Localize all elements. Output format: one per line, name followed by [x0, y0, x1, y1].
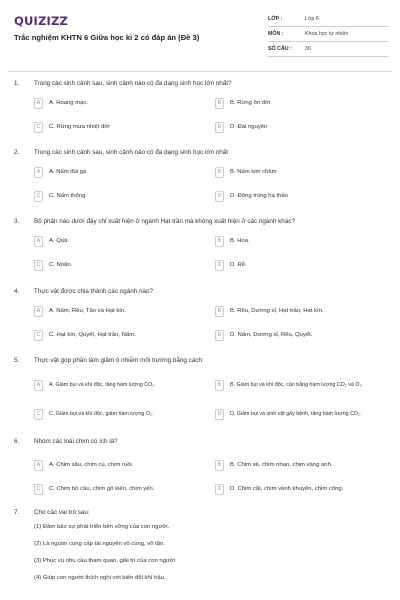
- option-row: [34, 303, 390, 319]
- option-letter-box: B: [215, 306, 224, 317]
- option-letter-box: C: [34, 484, 43, 495]
- option-a[interactable]: [34, 457, 210, 473]
- question-header: [14, 149, 390, 157]
- meta-value: Khoa học tự nhiên: [305, 31, 349, 37]
- statement-item: (3) Phục vụ nhu cầu tham quan, giải trí của con người.: [34, 558, 177, 564]
- option-d[interactable]: [215, 188, 391, 204]
- statement-item: (1) Đảm bảo sự phát triển bền vững của con người.: [34, 524, 170, 530]
- option-c[interactable]: [34, 406, 210, 422]
- quizizz-logo: QUIZIZZ: [14, 14, 69, 28]
- option-b[interactable]: [215, 377, 391, 393]
- document-title: Trắc nghiệm KHTN 6 Giữa học kì 2 có đáp án (Đề 3): [14, 33, 200, 42]
- question-text: Trong các sinh cảnh sau, sinh cảnh nào có đa dạng sinh học lớn nhất?: [34, 80, 232, 87]
- option-text: B. Nấm kim châm: [230, 168, 277, 175]
- option-text: C. Chim bồ câu, chim gõ kiến, chim yến.: [49, 485, 155, 492]
- option-text: D. Nấm, Dương xỉ, Rêu, Quyết.: [230, 331, 313, 338]
- option-text: C. Hạt kín, Quyết, Hạt trần, Nấm.: [49, 331, 136, 338]
- question-7: [14, 509, 390, 517]
- option-row: [34, 457, 390, 473]
- meta-row-class: [268, 12, 388, 27]
- option-text: C. Nấm thông: [49, 192, 86, 199]
- question-6: [14, 438, 390, 492]
- question-3: [14, 218, 390, 268]
- option-row: [34, 119, 390, 135]
- option-letter-box: D: [215, 484, 224, 495]
- option-text: D. Đài nguyên: [230, 123, 268, 130]
- option-text: B. Rêu, Dương xỉ, Hạt trần, Hạt kín.: [230, 307, 324, 314]
- option-letter-box: B: [215, 460, 224, 471]
- option-c[interactable]: [34, 257, 210, 273]
- option-text: A. Chim sâu, chim cú, chim ruồi.: [49, 461, 134, 468]
- question-4: [14, 288, 390, 338]
- question-1: [14, 80, 390, 130]
- question-number: 4.: [14, 288, 20, 295]
- option-text: D. Giảm bụi và sinh vật gây bệnh, tăng hàm lượng CO₂.: [230, 410, 362, 417]
- option-a[interactable]: [34, 164, 210, 180]
- option-b[interactable]: [215, 164, 391, 180]
- option-letter-box: C: [34, 260, 43, 271]
- option-b[interactable]: [215, 233, 391, 249]
- meta-row-subject: [268, 27, 388, 42]
- option-row: [34, 327, 390, 343]
- meta-label: SỐ CÂU :: [268, 46, 292, 52]
- option-letter-box: C: [34, 409, 43, 420]
- question-number: 2.: [14, 149, 20, 156]
- option-d[interactable]: [215, 257, 391, 273]
- meta-row-question-count: [268, 42, 388, 57]
- question-header: [14, 357, 390, 365]
- option-text: B. Hoa.: [230, 237, 250, 244]
- meta-label: MÔN :: [268, 31, 284, 37]
- option-row: [34, 257, 390, 273]
- meta-label: LỚP :: [268, 16, 283, 22]
- meta-table: [268, 12, 388, 57]
- statement-item: (2) Là nguồn cung cấp tài nguyên vô cùng, vô tận.: [34, 541, 165, 547]
- question-number: 1.: [14, 80, 20, 87]
- option-c[interactable]: [34, 188, 210, 204]
- option-letter-box: D: [215, 330, 224, 341]
- option-d[interactable]: [215, 327, 391, 343]
- option-letter-box: D: [215, 409, 224, 420]
- option-text: A. Quả.: [49, 237, 69, 244]
- option-d[interactable]: [215, 481, 391, 497]
- option-text: D. Rễ.: [230, 261, 247, 268]
- option-row: [34, 95, 390, 111]
- question-2: [14, 149, 390, 199]
- option-a[interactable]: [34, 303, 210, 319]
- option-letter-box: A: [34, 306, 43, 317]
- statement-item: (4) Giúp con người thích nghi với biến đổi khí hậu.: [34, 575, 166, 581]
- option-letter-box: A: [34, 98, 43, 109]
- option-letter-box: C: [34, 122, 43, 133]
- option-text: C. Giảm bụi và khí độc, giảm hàm lượng O₂.: [49, 410, 154, 417]
- option-text: D. Đông trùng hạ thảo: [230, 192, 288, 199]
- option-text: A. Nấm đùi gà: [49, 168, 87, 175]
- option-text: B. Rừng ôn đới: [230, 99, 271, 106]
- option-b[interactable]: [215, 457, 391, 473]
- option-text: A. Nấm, Rêu, Tảo và Hạt kín.: [49, 307, 126, 314]
- question-text: Cho các vai trò sau:: [34, 509, 90, 516]
- option-letter-box: A: [34, 236, 43, 247]
- option-c[interactable]: [34, 119, 210, 135]
- option-text: B. Giảm bụi và khí độc, cân bằng hàm lượng CO₂ và O₂.: [230, 381, 364, 388]
- question-text: Thực vật góp phần làm giảm ô nhiễm môi trường bằng cách:: [34, 357, 204, 364]
- question-text: Trong các sinh cảnh sau, sinh cảnh nào có đa dạng sinh học lớn nhất: [34, 149, 228, 156]
- question-header: [14, 288, 390, 296]
- option-row: [34, 233, 390, 249]
- meta-value: Lớp 6: [305, 16, 319, 22]
- question-number: 5.: [14, 357, 20, 364]
- option-letter-box: C: [34, 191, 43, 202]
- option-text: C. Rừng mưa nhiệt đới: [49, 123, 110, 130]
- option-text: B. Chim sẻ, chim nhạn, chim vàng anh.: [230, 461, 333, 468]
- option-c[interactable]: [34, 481, 210, 497]
- option-text: D. Chim cắt, chim vành khuyên, chim công.: [230, 485, 344, 492]
- option-a[interactable]: [34, 95, 210, 111]
- option-letter-box: B: [215, 98, 224, 109]
- question-number: 3.: [14, 218, 20, 225]
- option-letter-box: A: [34, 380, 43, 391]
- option-row: [34, 481, 390, 497]
- meta-value: 30: [305, 46, 311, 52]
- question-header: [14, 438, 390, 446]
- option-d[interactable]: [215, 119, 391, 135]
- option-c[interactable]: [34, 327, 210, 343]
- option-letter-box: B: [215, 236, 224, 247]
- question-7-statements: [34, 519, 177, 587]
- option-letter-box: D: [215, 122, 224, 133]
- option-d[interactable]: [215, 406, 391, 422]
- question-text: Nhóm các loài chim có ích là?: [34, 438, 118, 445]
- question-header: [14, 509, 390, 517]
- option-row: [34, 377, 390, 393]
- question-number: 6.: [14, 438, 20, 445]
- option-letter-box: C: [34, 330, 43, 341]
- question-text: Thực vật được chia thành các ngành nào?: [34, 288, 153, 295]
- option-b[interactable]: [215, 303, 391, 319]
- option-b[interactable]: [215, 95, 391, 111]
- option-a[interactable]: [34, 233, 210, 249]
- option-text: C. Noãn.: [49, 261, 73, 268]
- option-text: A. Hoang mạc.: [49, 99, 88, 106]
- option-row: [34, 188, 390, 204]
- question-header: [14, 80, 390, 88]
- option-letter-box: A: [34, 460, 43, 471]
- option-letter-box: B: [215, 167, 224, 178]
- option-letter-box: B: [215, 380, 224, 391]
- header-divider: [8, 71, 392, 72]
- question-number: 7.: [14, 509, 20, 516]
- option-letter-box: A: [34, 167, 43, 178]
- option-a[interactable]: [34, 377, 210, 393]
- option-letter-box: D: [215, 191, 224, 202]
- page-header: [0, 0, 400, 64]
- question-text: Bộ phận nào dưới đây chỉ xuất hiện ở ngành Hạt trần mà không xuất hiện ở các ngành khác?: [34, 218, 295, 225]
- option-row: [34, 406, 390, 422]
- question-header: [14, 218, 390, 226]
- option-text: A. Giảm bụi và khí độc, tăng hàm lượng CO₂.: [49, 381, 156, 388]
- option-letter-box: D: [215, 260, 224, 271]
- option-row: [34, 164, 390, 180]
- question-5: [14, 357, 390, 417]
